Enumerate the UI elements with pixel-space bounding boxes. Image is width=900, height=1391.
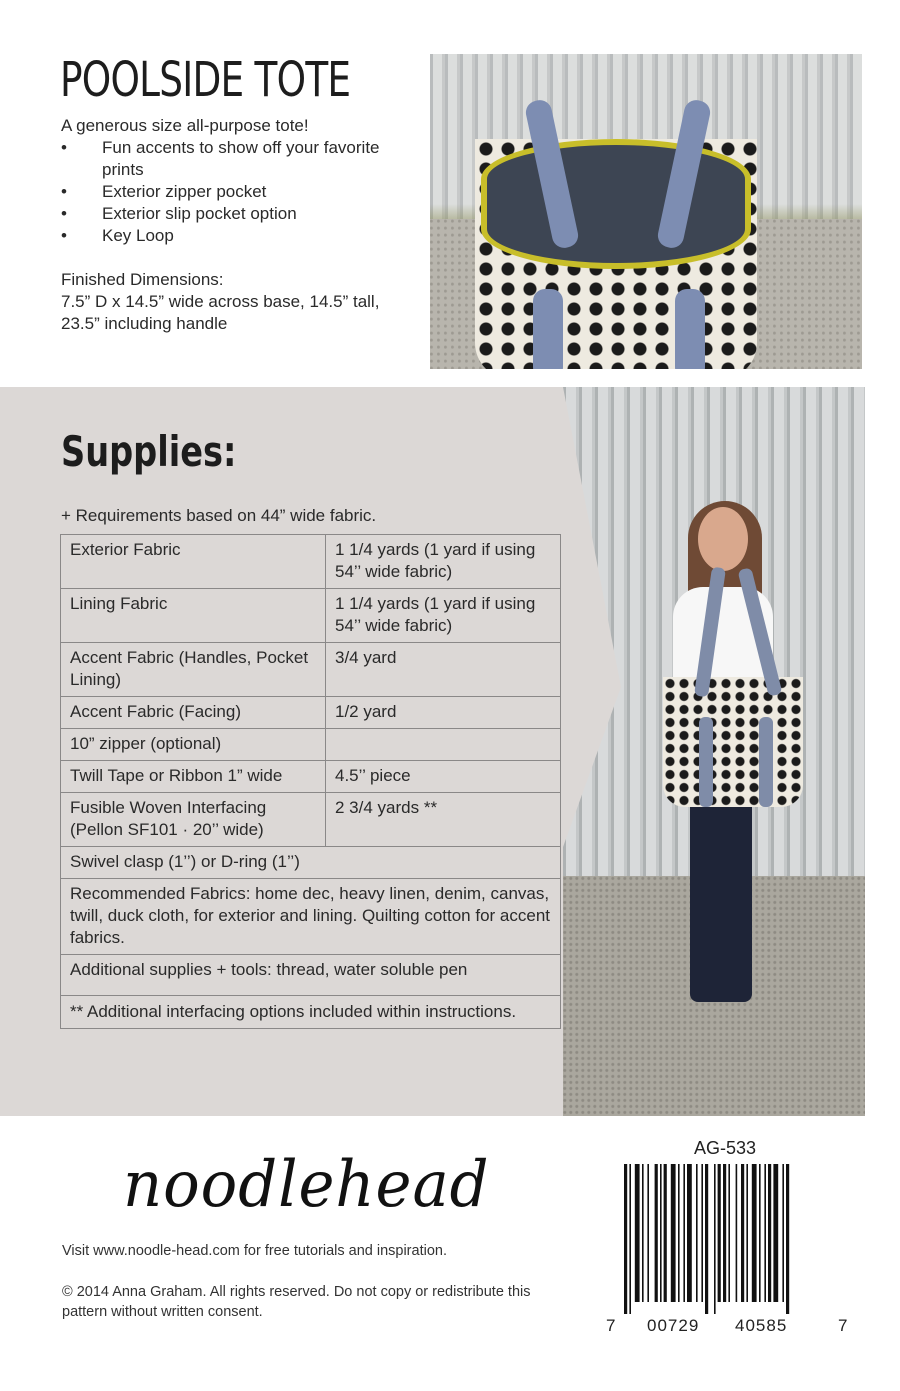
table-row: [61, 729, 561, 761]
table-row: [61, 761, 561, 793]
barcode-icon: [622, 1164, 832, 1314]
supply-amount: 2 3/4 yards **: [326, 793, 561, 847]
dimensions-label: Finished Dimensions:: [61, 270, 224, 289]
supply-note: Recommended Fabrics: home dec, heavy linen, denim, canvas, twill, duck cloth, for exterior and lining. Quilting cotton for accent fabrics.: [61, 879, 561, 955]
sku-code: AG-533: [694, 1138, 757, 1158]
supply-amount: 1/2 yard: [326, 697, 561, 729]
supply-item: Lining Fabric: [61, 589, 326, 643]
supply-item: Accent Fabric (Handles, Pocket Lining): [61, 643, 326, 697]
copyright-notice: © 2014 Anna Graham. All rights reserved. Do not copy or redistribute this pattern without written consent.: [62, 1284, 531, 1320]
supplies-table: [60, 534, 561, 1029]
supplies-heading: Supplies:: [61, 427, 237, 476]
supply-item: Exterior Fabric: [61, 535, 326, 589]
table-row: [61, 697, 561, 729]
supply-item: Fusible Woven Interfacing (Pellon SF101 · 20’’ wide): [61, 793, 326, 847]
barcode-digit-right: 7: [838, 1316, 848, 1335]
website-note: Visit www.noodle-head.com for free tutorials and inspiration.: [62, 1243, 447, 1259]
noodlehead-logo: noodlehead: [123, 1148, 490, 1222]
dimensions-text: 7.5” D x 14.5” wide across base, 14.5” tall, 23.5” including handle: [61, 292, 380, 333]
barcode-digit-left: 7: [606, 1316, 616, 1335]
barcode-digits-group-1: 00729: [647, 1316, 700, 1335]
feature-list: [61, 137, 411, 247]
table-row: [61, 996, 561, 1029]
feature-item: • Key Loop: [61, 225, 411, 247]
feature-item: • Exterior slip pocket option: [61, 203, 411, 225]
table-row: [61, 847, 561, 879]
requirements-note: + Requirements based on 44” wide fabric.: [61, 506, 377, 525]
feature-item: • Fun accents to show off your favorite prints: [61, 137, 411, 181]
supply-amount: 1 1/4 yards (1 yard if using 54’’ wide fabric): [326, 535, 561, 589]
table-row: [61, 879, 561, 955]
feature-item: • Exterior zipper pocket: [61, 181, 411, 203]
tote-bag-image: [475, 139, 757, 369]
supply-note: ** Additional interfacing options included within instructions.: [61, 996, 561, 1029]
supply-amount: 4.5’’ piece: [326, 761, 561, 793]
intro-block: [61, 115, 411, 335]
supply-item: Twill Tape or Ribbon 1” wide: [61, 761, 326, 793]
table-row: [61, 589, 561, 643]
supply-item: Accent Fabric (Facing): [61, 697, 326, 729]
tote-bag-image: [663, 677, 803, 807]
supply-amount: [326, 729, 561, 761]
tote-photo-top: [430, 54, 862, 369]
supply-note: Swivel clasp (1’’) or D-ring (1’’): [61, 847, 561, 879]
tagline: A generous size all-purpose tote!: [61, 116, 309, 135]
supply-item: 10” zipper (optional): [61, 729, 326, 761]
table-row: [61, 793, 561, 847]
pattern-title: POOLSIDE TOTE: [60, 52, 351, 108]
supply-note: Additional supplies + tools: thread, water soluble pen: [61, 955, 561, 996]
table-row: [61, 535, 561, 589]
supply-amount: 1 1/4 yards (1 yard if using 54’’ wide fabric): [326, 589, 561, 643]
supply-amount: 3/4 yard: [326, 643, 561, 697]
table-row: [61, 643, 561, 697]
barcode-digits-group-2: 40585: [735, 1316, 788, 1335]
model-photo: [563, 387, 865, 1116]
table-row: [61, 955, 561, 996]
